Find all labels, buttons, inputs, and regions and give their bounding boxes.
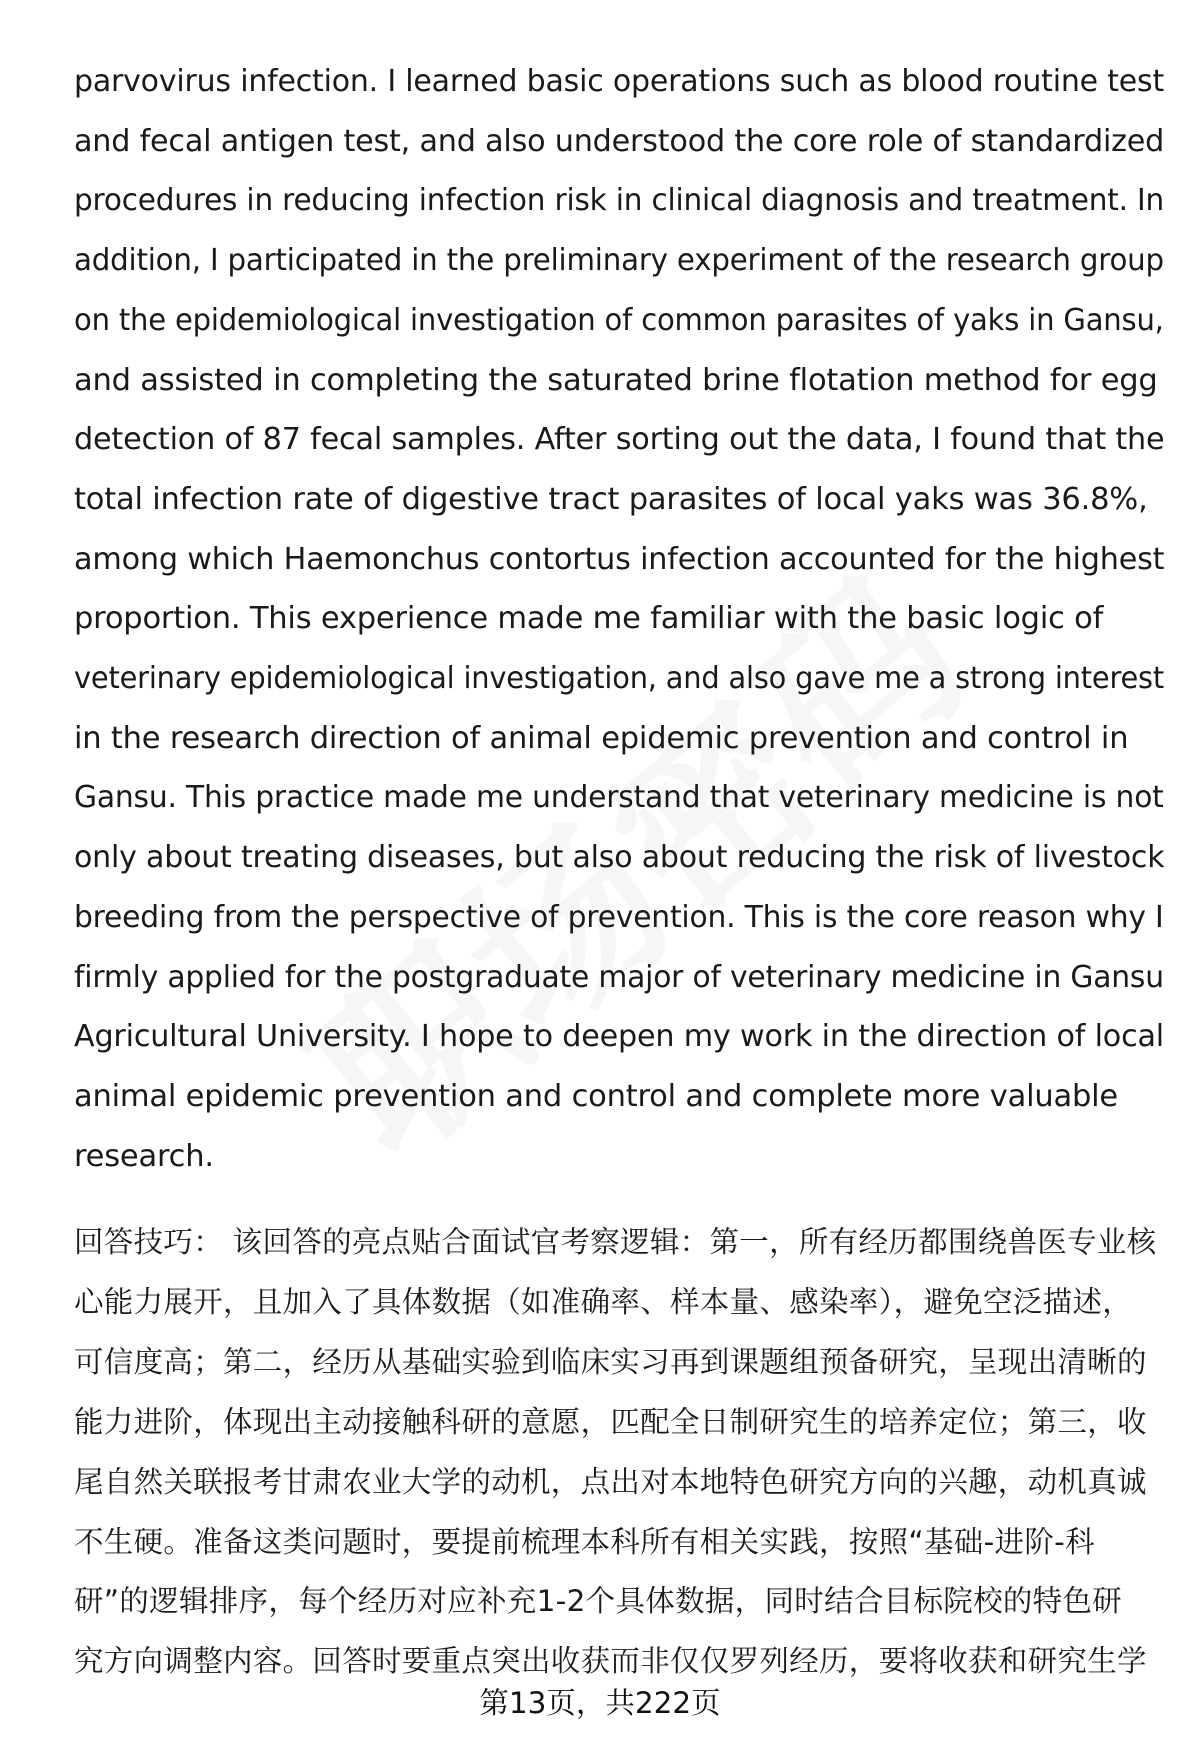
page-number: 第13页，共222页: [479, 1686, 721, 1720]
tips-line: 能力进阶，体现出主动接触科研的意愿，匹配全日制研究生的培养定位；第三，收: [74, 1404, 1147, 1439]
tips-line: 研”的逻辑排序，每个经历对应补充1-2个具体数据，同时结合目标院校的特色研: [74, 1584, 1123, 1619]
tips-line: 心能力展开，且加入了具体数据（如准确率、样本量、感染率），避免空泛描述，: [74, 1284, 1133, 1319]
body-line: and assisted in completing the saturated brine flotation method for egg: [74, 362, 1158, 398]
body-line: in the research direction of animal epidemic prevention and control in: [74, 720, 1129, 756]
tips-line: 不生硬。准备这类问题时，要提前梳理本科所有相关实践，按照“基础-进阶-科: [74, 1524, 1095, 1559]
body-line: detection of 87 fecal samples. After sorting out the data, I found that the: [74, 422, 1165, 458]
body-line: on the epidemiological investigation of common parasites of yaks in Gansu,: [74, 302, 1164, 338]
body-line: addition, I participated in the preliminary experiment of the research group: [74, 243, 1164, 279]
body-line: total infection rate of digestive tract parasites of local yaks was 36.8%,: [74, 481, 1148, 517]
tips-line: 回答技巧： 该回答的亮点贴合面试官考察逻辑：第一，所有经历都围绕兽医专业核: [74, 1225, 1157, 1259]
body-line: only about treating diseases, but also about reducing the risk of livestock: [74, 840, 1165, 876]
answer-tips-paragraph: [74, 1213, 1164, 1692]
english-answer-paragraph: [74, 52, 1164, 1186]
body-line: Gansu. This practice made me understand that veterinary medicine is not: [74, 780, 1164, 816]
body-line: proportion. This experience made me familiar with the basic logic of: [74, 601, 1104, 637]
tips-line: 尾自然关联报考甘肃农业大学的动机，点出对本地特色研究方向的兴趣，动机真诚: [74, 1464, 1147, 1499]
body-line: Agricultural University. I hope to deepen my work in the direction of local: [74, 1019, 1164, 1055]
body-line: breeding from the perspective of prevention. This is the core reason why I: [74, 899, 1164, 935]
body-line: parvovirus infection. I learned basic operations such as blood routine test: [74, 64, 1165, 99]
body-line: procedures in reducing infection risk in clinical diagnosis and treatment. In: [74, 183, 1165, 219]
body-line: firmly applied for the postgraduate major of veterinary medicine in Gansu: [74, 959, 1164, 995]
body-line: and fecal antigen test, and also understood the core role of standardized: [74, 123, 1165, 159]
tips-line: 究方向调整内容。回答时要重点突出收获而非仅仅罗列经历，要将收获和研究生学: [74, 1644, 1147, 1679]
body-line: among which Haemonchus contortus infection accounted for the highest: [74, 541, 1165, 577]
body-line: animal epidemic prevention and control and complete more valuable: [74, 1078, 1118, 1114]
tips-line: 可信度高；第二，经历从基础实验到临床实习再到课题组预备研究，呈现出清晰的: [74, 1344, 1147, 1379]
body-line: research.: [74, 1138, 214, 1174]
body-line: veterinary epidemiological investigation, and also gave me a strong interest: [74, 661, 1165, 697]
